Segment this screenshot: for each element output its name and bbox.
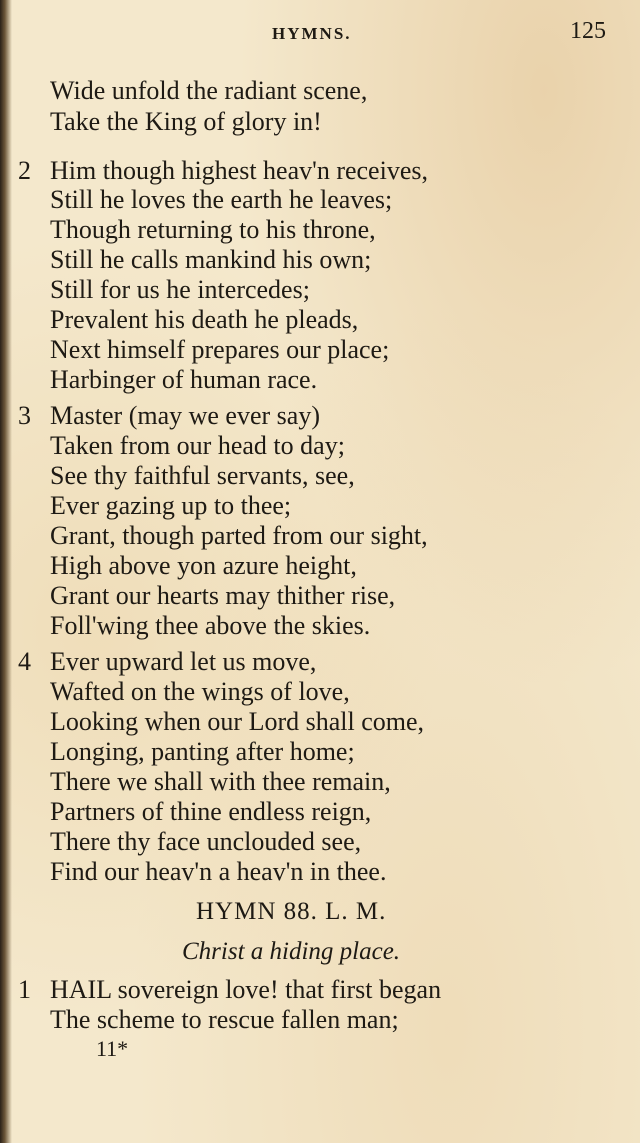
verse-line: There thy face unclouded see, [50, 827, 362, 856]
verse-number: 3 [18, 401, 31, 430]
verse-line: The scheme to rescue fallen man; [50, 1005, 399, 1034]
verse-line: Next himself prepares our place; [50, 335, 390, 364]
verse-line: Master (may we ever say) [50, 401, 320, 430]
verse-number: 2 [18, 156, 31, 185]
verse-line: Grant, though parted from our sight, [50, 521, 428, 550]
verse-line: Harbinger of human race. [50, 365, 318, 394]
verse-line: HAIL sovereign love! that first began [50, 975, 442, 1004]
verse-line: Grant our hearts may thither rise, [50, 581, 396, 610]
verse-line: High above yon azure height, [50, 551, 357, 580]
verse-line: Taken from our head to day; [50, 431, 345, 460]
verse-line: Ever gazing up to thee; [50, 491, 292, 520]
verse-line: Foll'wing thee above the skies. [50, 611, 371, 640]
binding-gutter [0, 0, 12, 1143]
continuation-line: Wide unfold the radiant scene, [50, 76, 368, 105]
hymn-subtitle: Christ a hiding place. [182, 938, 401, 965]
verse-line: Looking when our Lord shall come, [50, 707, 425, 736]
verse-line: Find our heav'n a heav'n in thee. [50, 857, 387, 886]
verse-line: Wafted on the wings of love, [50, 677, 350, 706]
hymn-title: HYMN 88. L. M. [196, 898, 387, 925]
verse-line: Still he loves the earth he leaves; [50, 185, 393, 214]
verse-line: There we shall with thee remain, [50, 767, 391, 796]
verse-number: 4 [18, 647, 31, 676]
verse-line: Still for us he intercedes; [50, 275, 310, 304]
verse-line: Ever upward let us move, [50, 647, 317, 676]
signature-mark: 11* [96, 1036, 129, 1061]
verse-line: Prevalent his death he pleads, [50, 305, 359, 334]
verse-line: See thy faithful servants, see, [50, 461, 355, 490]
running-head: HYMNS. [272, 24, 352, 43]
verse-line: Him though highest heav'n receives, [50, 156, 428, 185]
continuation-line: Take the King of glory in! [50, 107, 322, 136]
verse-line: Longing, panting after home; [50, 737, 355, 766]
verse-number: 1 [18, 975, 31, 1004]
verse-line: Though returning to his throne, [50, 215, 376, 244]
verse-line: Still he calls mankind his own; [50, 245, 372, 274]
verse-line: Partners of thine endless reign, [50, 797, 372, 826]
page-number: 125 [570, 18, 606, 44]
